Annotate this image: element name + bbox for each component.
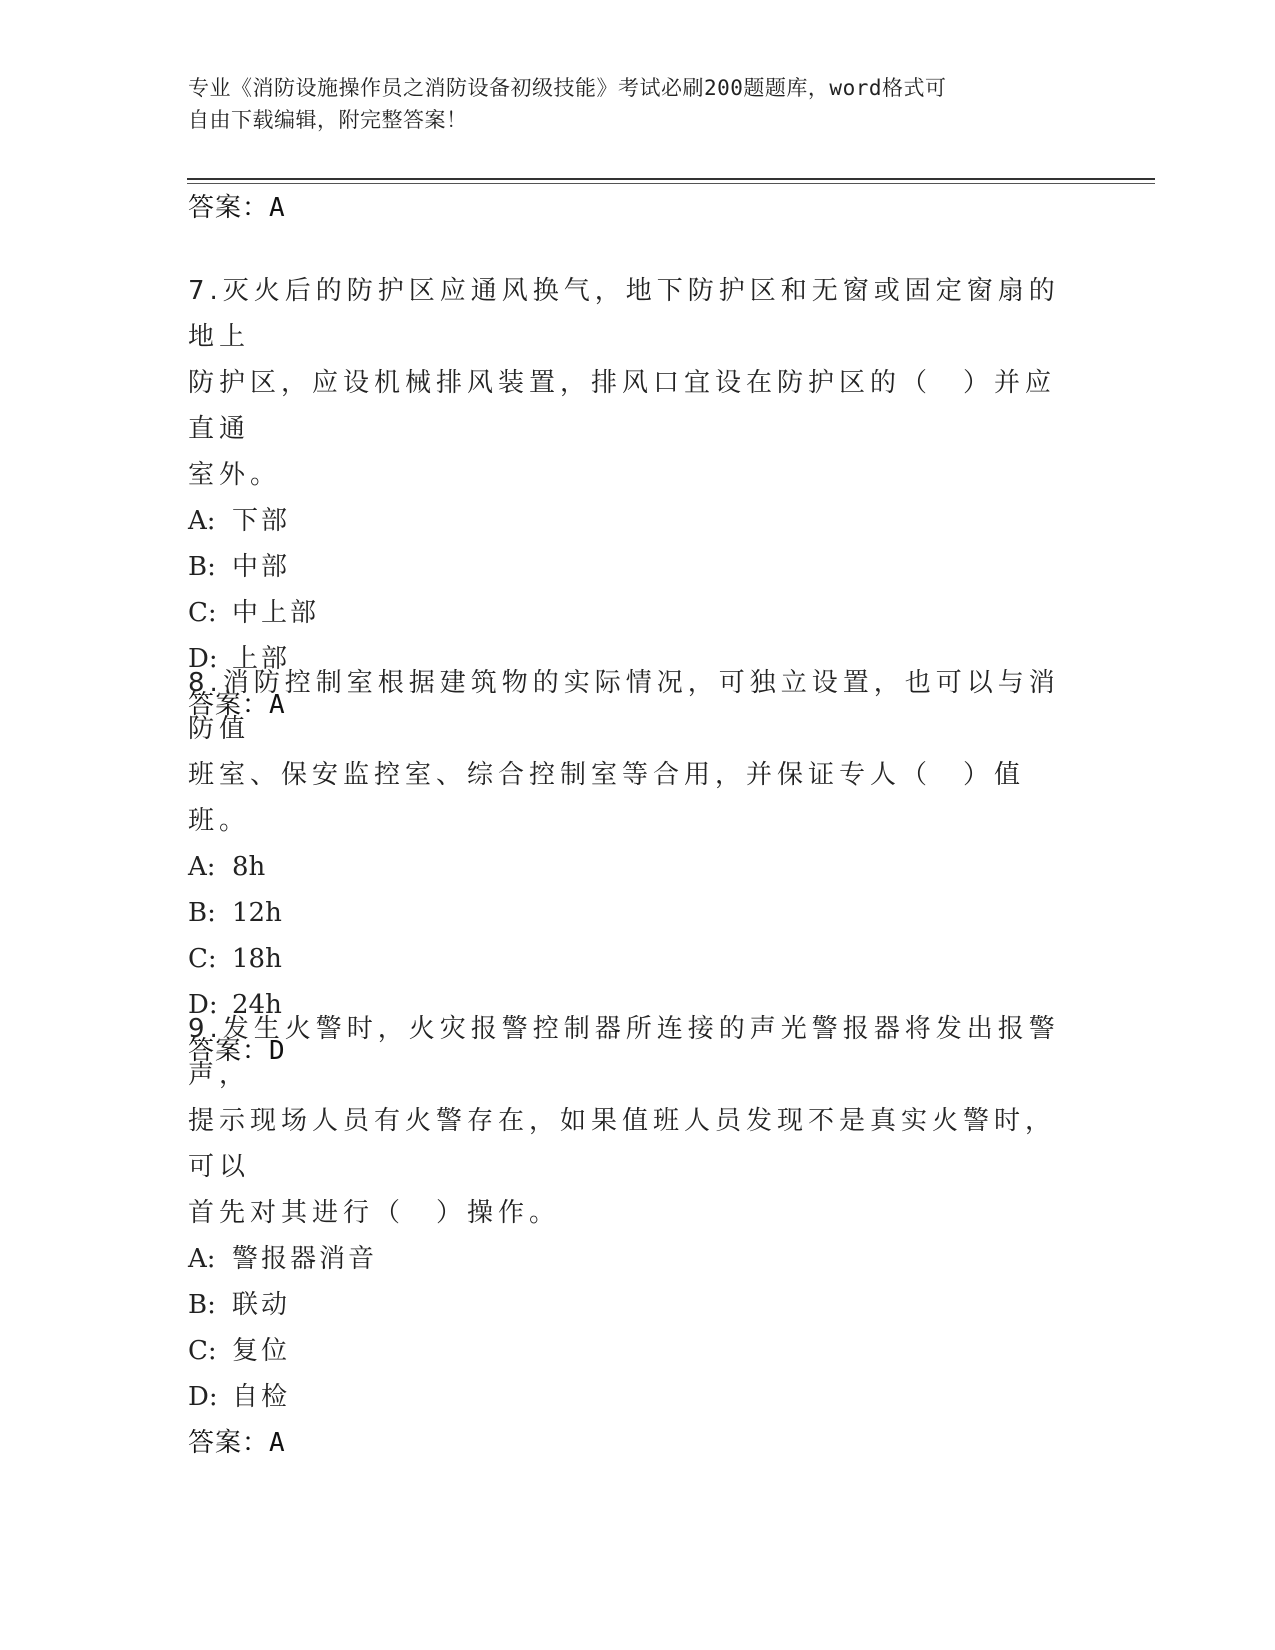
option-key: D: bbox=[188, 1382, 218, 1412]
option-value: 12h bbox=[232, 898, 282, 928]
question-stem: 提示现场人员有火警存在，如果值班人员发现不是真实火警时，可以 bbox=[188, 1106, 1057, 1182]
option-value: 警报器消音 bbox=[232, 1244, 378, 1274]
header-line-2: 自由下载编辑，附完整答案！ bbox=[188, 108, 468, 132]
option-value: 下部 bbox=[232, 506, 291, 536]
option-b bbox=[188, 544, 1068, 590]
question-answer: 答案：A bbox=[188, 690, 286, 720]
option-key: A: bbox=[188, 852, 216, 882]
question-9 bbox=[188, 1006, 1068, 1466]
question-stem: 防护区，应设机械排风装置，排风口宜设在防护区的（ ）并应直通 bbox=[188, 368, 1057, 444]
option-value: 18h bbox=[232, 944, 282, 974]
option-c bbox=[188, 1328, 1068, 1374]
option-key: D: bbox=[188, 990, 218, 1020]
question-stem: 9.发生火警时，火灾报警控制器所连接的声光警报器将发出报警声， bbox=[188, 1014, 1060, 1090]
option-key: A: bbox=[188, 506, 216, 536]
option-value: 中部 bbox=[232, 552, 291, 582]
option-key: A: bbox=[188, 1244, 216, 1274]
option-value: 复位 bbox=[232, 1336, 291, 1366]
option-key: C: bbox=[188, 944, 217, 974]
option-b bbox=[188, 890, 1068, 936]
option-key: B: bbox=[188, 552, 216, 582]
option-a bbox=[188, 1236, 1068, 1282]
document-header bbox=[188, 72, 1068, 136]
option-c bbox=[188, 936, 1068, 982]
option-c bbox=[188, 590, 1068, 636]
question-stem: 8.消防控制室根据建筑物的实际情况，可独立设置，也可以与消防值 bbox=[188, 668, 1060, 744]
option-key: C: bbox=[188, 1336, 217, 1366]
question-stem: 首先对其进行（ ）操作。 bbox=[188, 1198, 561, 1228]
option-value: 24h bbox=[232, 990, 282, 1020]
option-value: 自检 bbox=[232, 1382, 291, 1412]
option-value: 上部 bbox=[232, 644, 291, 674]
header-divider-thin bbox=[187, 183, 1155, 184]
option-key: D: bbox=[188, 644, 218, 674]
option-key: B: bbox=[188, 1290, 216, 1320]
option-value: 8h bbox=[232, 852, 266, 882]
question-7 bbox=[188, 268, 1068, 728]
question-answer: 答案：A bbox=[188, 1428, 286, 1458]
option-value: 联动 bbox=[232, 1290, 291, 1320]
option-b bbox=[188, 1282, 1068, 1328]
question-stem: 班室、保安监控室、综合控制室等合用，并保证专人（ ）值班。 bbox=[188, 760, 1026, 836]
option-value: 中上部 bbox=[232, 598, 320, 628]
option-a bbox=[188, 844, 1068, 890]
question-answer: 答案：D bbox=[188, 1036, 286, 1066]
option-a bbox=[188, 498, 1068, 544]
previous-answer: 答案：A bbox=[188, 193, 286, 223]
header-line-1: 专业《消防设施操作员之消防设备初级技能》考试必刷200题题库，word格式可 bbox=[188, 76, 947, 100]
question-stem: 7.灭火后的防护区应通风换气，地下防护区和无窗或固定窗扇的地上 bbox=[188, 276, 1060, 352]
header-divider bbox=[187, 178, 1155, 180]
option-d bbox=[188, 1374, 1068, 1420]
option-key: B: bbox=[188, 898, 216, 928]
question-stem: 室外。 bbox=[188, 460, 282, 490]
option-key: C: bbox=[188, 598, 217, 628]
